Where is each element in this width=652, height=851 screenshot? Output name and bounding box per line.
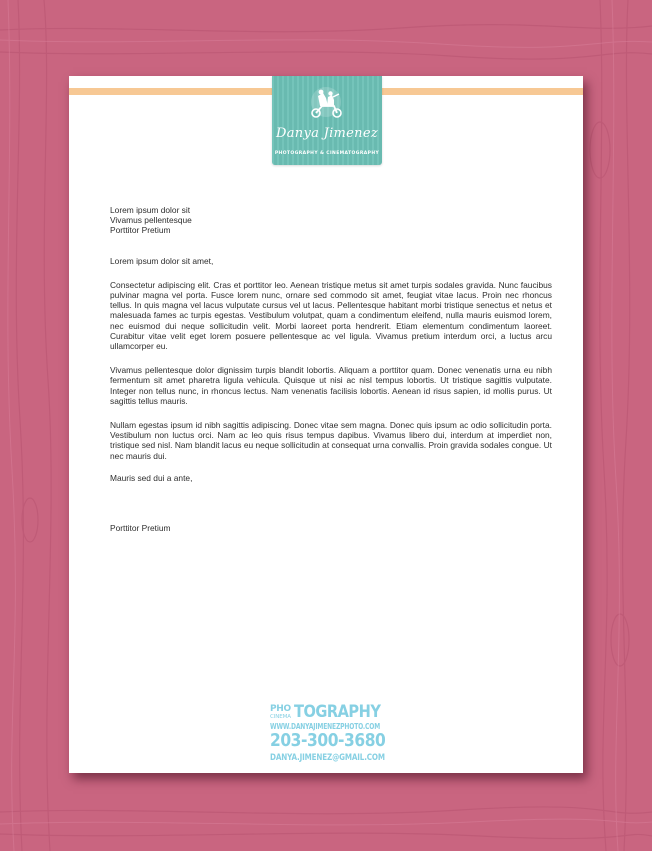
letterhead-paper [69, 76, 583, 773]
salutation: Lorem ipsum dolor sit amet, [110, 255, 214, 266]
body-paragraph: Nullam egestas ipsum id nibh sagittis adipiscing. Donec vitae sem magna. Donec quis ipsum ac odio sollicitudin porta. Vestibulum non luctus orci. Nam ac leo quis risus tempus dapibus. Vivamus libero dui, interdum at imperdiet non, tristique sed nisl. Nam blandit lacus eu neque sollicitudin at consequat urna convallis. Proin gravida sodales congue. Ut nec mauris dui. [110, 420, 552, 461]
footer-cinema-word: CINEMA [270, 714, 291, 720]
footer-contact-block [270, 702, 388, 769]
address-line: Porttitor Pretium [110, 225, 171, 236]
letter-body [110, 205, 552, 533]
footer-email: DANYA.JIMENEZ@GMAIL.COM [270, 753, 385, 763]
footer-phone: 203-300-3680 [270, 730, 386, 751]
logo-name: Danya Jimenez [276, 126, 378, 141]
footer-photo-word: PHO [270, 704, 291, 714]
logo-tagline: PHOTOGRAPHY & CINEMATOGRAPHY [274, 151, 380, 156]
body-paragraph: Consectetur adipiscing elit. Cras et porttitor leo. Aenean tristique metus sit amet turpis sodales gravida. Nunc faucibus pulvinar magna vel porta. Fusce lorem nunc, ornare sed commodo sit amet, feugiat vitae lacus. Proin nec rhoncus tellus. In quis magna vel lacus vulputate cursus vel ut lacus. Pellentesque habitant morbi tristique senectus et netus et malesuada fames ac turpis egestas. Vestibulum volutpat, quam a condimentum eleifend, nulla mauris euismod lorem, nec euismod dui neque sollicitudin velit. Morbi laoreet porta hendrerit. Etiam elementum condimentum laoreet. Curabitur vitae velit eget lorem posuere pellentesque ac vel ligula. Vivamus pretium interdum orci, a luctus arcu ullamcorper eu. [110, 279, 552, 352]
closing: Mauris sed dui a ante, [110, 472, 193, 483]
body-paragraph: Vivamus pellentesque dolor dignissim turpis blandit lobortis. Aliquam a porttitor quam. Donec venenatis urna eu nibh fermentum sit amet pharetra ligula vehicula. Quisque ut nisi ac nisl tempus lobortis. Ut tristique sagittis vulputate. Integer non tellus nunc, in rhoncus lectus. Nam venenatis facilisis lobortis. Aenean id risus sapien, id mollis purus. Ut sagittis tellus mauris. [110, 365, 552, 406]
couple-on-scooter-icon [306, 86, 346, 120]
footer-website: WWW.DANYAJIMENEZPHOTO.COM [270, 722, 381, 731]
logo-card [272, 76, 382, 165]
address-line: Vivamus pellentesque [110, 215, 192, 226]
signature-name: Porttitor Pretium [110, 523, 171, 534]
footer-tography-word: TOGRAPHY [294, 702, 381, 722]
address-line: Lorem ipsum dolor sit [110, 205, 191, 215]
